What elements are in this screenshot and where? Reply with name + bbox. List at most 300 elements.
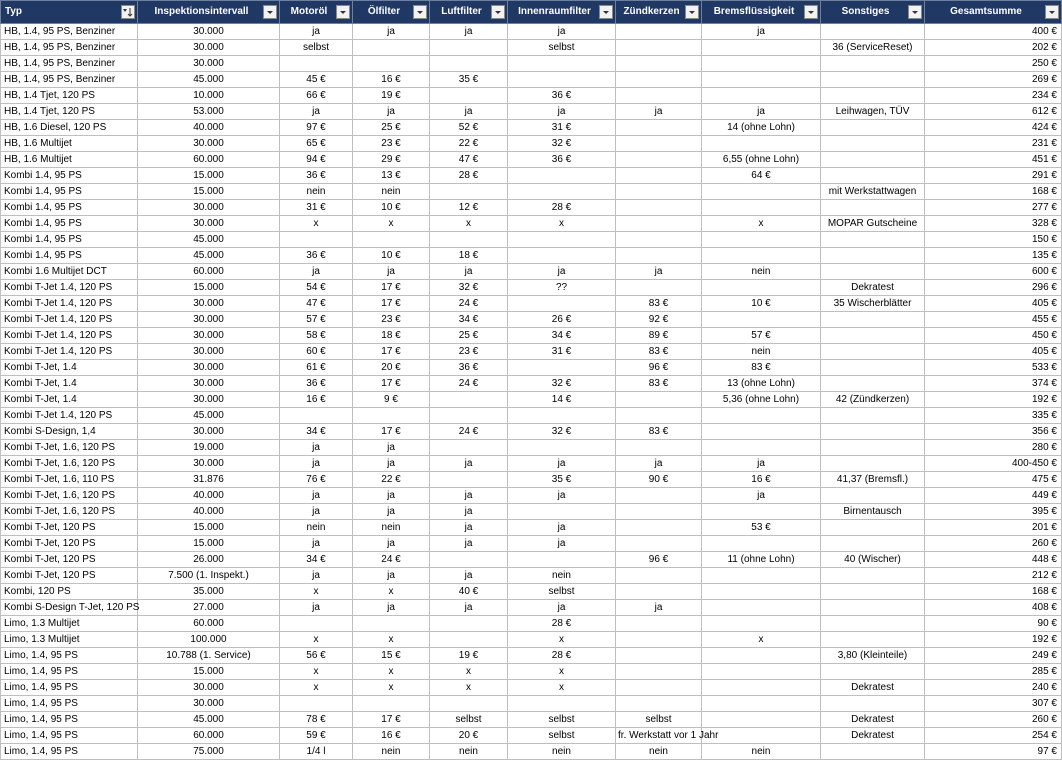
table-cell[interactable] xyxy=(821,696,925,712)
table-cell[interactable]: 28 € xyxy=(508,648,616,664)
table-cell[interactable]: 31 € xyxy=(508,344,616,360)
table-cell[interactable]: 28 € xyxy=(430,168,508,184)
table-cell[interactable]: 32 € xyxy=(430,280,508,296)
table-cell[interactable]: 600 € xyxy=(925,264,1062,280)
table-cell[interactable]: 94 € xyxy=(280,152,353,168)
table-cell[interactable] xyxy=(616,136,702,152)
table-cell[interactable]: 45 € xyxy=(280,72,353,88)
table-cell[interactable] xyxy=(702,40,821,56)
table-cell[interactable]: x xyxy=(508,664,616,680)
table-cell[interactable]: Limo, 1.4, 95 PS xyxy=(1,728,138,744)
table-cell[interactable]: HB, 1.6 Multijet xyxy=(1,152,138,168)
table-cell[interactable] xyxy=(508,168,616,184)
table-cell[interactable]: ja xyxy=(280,24,353,40)
table-cell[interactable]: 400 € xyxy=(925,24,1062,40)
table-cell[interactable]: 96 € xyxy=(616,360,702,376)
table-cell[interactable] xyxy=(616,152,702,168)
table-cell[interactable] xyxy=(702,568,821,584)
table-cell[interactable] xyxy=(616,88,702,104)
table-cell[interactable]: x xyxy=(280,680,353,696)
table-cell[interactable]: Kombi T-Jet, 1.6, 120 PS xyxy=(1,488,138,504)
table-cell[interactable]: ja xyxy=(280,504,353,520)
table-cell[interactable] xyxy=(821,408,925,424)
table-cell[interactable]: Dekratest xyxy=(821,712,925,728)
table-cell[interactable]: ja xyxy=(616,264,702,280)
table-cell[interactable]: 25 € xyxy=(353,120,430,136)
table-cell[interactable]: 22 € xyxy=(353,472,430,488)
table-cell[interactable] xyxy=(821,88,925,104)
table-cell[interactable]: 240 € xyxy=(925,680,1062,696)
column-header[interactable] xyxy=(430,1,508,24)
table-cell[interactable] xyxy=(616,536,702,552)
table-cell[interactable] xyxy=(616,408,702,424)
table-cell[interactable]: 15.000 xyxy=(138,664,280,680)
table-cell[interactable]: ja xyxy=(430,504,508,520)
table-cell[interactable]: x xyxy=(353,216,430,232)
table-cell[interactable] xyxy=(616,488,702,504)
table-cell[interactable]: Kombi T-Jet, 1.4 xyxy=(1,376,138,392)
table-cell[interactable]: ja xyxy=(353,568,430,584)
table-cell[interactable]: 150 € xyxy=(925,232,1062,248)
table-cell[interactable]: ja xyxy=(353,536,430,552)
table-cell[interactable]: ja xyxy=(353,488,430,504)
table-cell[interactable]: Kombi T-Jet, 1.4 xyxy=(1,360,138,376)
table-cell[interactable]: x xyxy=(353,584,430,600)
table-cell[interactable] xyxy=(702,88,821,104)
table-cell[interactable]: Leihwagen, TÜV xyxy=(821,104,925,120)
table-cell[interactable] xyxy=(430,440,508,456)
table-cell[interactable]: 16 € xyxy=(353,728,430,744)
table-cell[interactable]: nein xyxy=(508,744,616,760)
table-cell[interactable]: 36 € xyxy=(280,168,353,184)
table-cell[interactable] xyxy=(702,248,821,264)
table-cell[interactable]: 24 € xyxy=(430,424,508,440)
table-cell[interactable]: 26 € xyxy=(508,312,616,328)
table-cell[interactable]: Dekratest xyxy=(821,728,925,744)
table-cell[interactable] xyxy=(353,40,430,56)
table-cell[interactable]: 36 (ServiceReset) xyxy=(821,40,925,56)
table-cell[interactable]: Kombi 1.4, 95 PS xyxy=(1,184,138,200)
table-cell[interactable]: Limo, 1.4, 95 PS xyxy=(1,648,138,664)
table-cell[interactable]: 201 € xyxy=(925,520,1062,536)
table-cell[interactable] xyxy=(821,568,925,584)
table-cell[interactable]: 34 € xyxy=(280,552,353,568)
table-cell[interactable] xyxy=(616,56,702,72)
table-cell[interactable] xyxy=(702,648,821,664)
table-cell[interactable]: Kombi T-Jet, 1.4 xyxy=(1,392,138,408)
table-cell[interactable]: ja xyxy=(508,488,616,504)
table-cell[interactable]: HB, 1.4, 95 PS, Benziner xyxy=(1,40,138,56)
table-cell[interactable] xyxy=(702,72,821,88)
table-cell[interactable]: Kombi, 120 PS xyxy=(1,584,138,600)
table-cell[interactable]: Kombi S-Design T-Jet, 120 PS xyxy=(1,600,138,616)
table-cell[interactable]: 395 € xyxy=(925,504,1062,520)
table-cell[interactable]: Limo, 1.4, 95 PS xyxy=(1,744,138,760)
table-cell[interactable]: 296 € xyxy=(925,280,1062,296)
table-cell[interactable]: 23 € xyxy=(353,312,430,328)
table-cell[interactable]: 32 € xyxy=(508,424,616,440)
table-cell[interactable]: HB, 1.6 Multijet xyxy=(1,136,138,152)
table-cell[interactable]: nein xyxy=(430,744,508,760)
table-cell[interactable]: 27.000 xyxy=(138,600,280,616)
table-cell[interactable]: ja xyxy=(430,568,508,584)
table-cell[interactable]: 57 € xyxy=(280,312,353,328)
table-cell[interactable]: 212 € xyxy=(925,568,1062,584)
table-cell[interactable]: 58 € xyxy=(280,328,353,344)
table-cell[interactable]: 408 € xyxy=(925,600,1062,616)
table-cell[interactable]: x xyxy=(430,680,508,696)
table-cell[interactable] xyxy=(353,56,430,72)
table-cell[interactable]: 254 € xyxy=(925,728,1062,744)
table-cell[interactable] xyxy=(508,440,616,456)
table-cell[interactable]: 26.000 xyxy=(138,552,280,568)
table-cell[interactable] xyxy=(616,40,702,56)
table-cell[interactable]: ja xyxy=(702,24,821,40)
table-cell[interactable]: 30.000 xyxy=(138,328,280,344)
table-cell[interactable]: 400-450 € xyxy=(925,456,1062,472)
table-cell[interactable]: 59 € xyxy=(280,728,353,744)
table-cell[interactable]: 192 € xyxy=(925,392,1062,408)
table-cell[interactable] xyxy=(821,56,925,72)
table-cell[interactable]: 41,37 (Bremsfl.) xyxy=(821,472,925,488)
table-cell[interactable]: 90 € xyxy=(925,616,1062,632)
table-cell[interactable]: 30.000 xyxy=(138,360,280,376)
table-cell[interactable] xyxy=(702,424,821,440)
table-cell[interactable]: 42 (Zündkerzen) xyxy=(821,392,925,408)
table-cell[interactable]: ja xyxy=(430,104,508,120)
table-cell[interactable]: 12 € xyxy=(430,200,508,216)
table-cell[interactable] xyxy=(430,56,508,72)
table-cell[interactable] xyxy=(702,696,821,712)
table-cell[interactable] xyxy=(430,184,508,200)
table-cell[interactable] xyxy=(508,72,616,88)
table-cell[interactable]: Kombi T-Jet 1.4, 120 PS xyxy=(1,328,138,344)
table-cell[interactable] xyxy=(616,184,702,200)
table-cell[interactable] xyxy=(616,440,702,456)
table-cell[interactable]: HB, 1.4, 95 PS, Benziner xyxy=(1,24,138,40)
table-cell[interactable]: Kombi S-Design, 1,4 xyxy=(1,424,138,440)
table-cell[interactable]: 53.000 xyxy=(138,104,280,120)
table-cell[interactable]: 64 € xyxy=(702,168,821,184)
table-cell[interactable]: 260 € xyxy=(925,536,1062,552)
table-cell[interactable]: 29 € xyxy=(353,152,430,168)
column-header[interactable] xyxy=(508,1,616,24)
table-cell[interactable] xyxy=(702,136,821,152)
table-cell[interactable]: Kombi T-Jet 1.4, 120 PS xyxy=(1,408,138,424)
table-cell[interactable]: 168 € xyxy=(925,584,1062,600)
table-cell[interactable]: 92 € xyxy=(616,312,702,328)
table-cell[interactable] xyxy=(280,696,353,712)
table-cell[interactable]: Kombi T-Jet, 120 PS xyxy=(1,568,138,584)
table-cell[interactable]: 96 € xyxy=(616,552,702,568)
table-cell[interactable] xyxy=(821,600,925,616)
table-cell[interactable]: 47 € xyxy=(430,152,508,168)
table-cell[interactable]: 45.000 xyxy=(138,712,280,728)
table-cell[interactable]: x xyxy=(508,632,616,648)
table-cell[interactable]: 260 € xyxy=(925,712,1062,728)
table-cell[interactable]: Kombi T-Jet 1.4, 120 PS xyxy=(1,296,138,312)
table-cell[interactable]: Limo, 1.4, 95 PS xyxy=(1,664,138,680)
table-cell[interactable] xyxy=(821,168,925,184)
table-cell[interactable]: x xyxy=(430,216,508,232)
table-cell[interactable]: 32 € xyxy=(508,376,616,392)
table-cell[interactable]: ja xyxy=(280,536,353,552)
table-cell[interactable] xyxy=(616,648,702,664)
table-cell[interactable]: 424 € xyxy=(925,120,1062,136)
table-cell[interactable] xyxy=(821,632,925,648)
table-cell[interactable]: ja xyxy=(508,104,616,120)
table-cell[interactable]: 45.000 xyxy=(138,248,280,264)
table-cell[interactable] xyxy=(616,520,702,536)
table-cell[interactable]: ja xyxy=(353,24,430,40)
table-cell[interactable]: 57 € xyxy=(702,328,821,344)
table-cell[interactable]: 14 (ohne Lohn) xyxy=(702,120,821,136)
table-cell[interactable]: ja xyxy=(508,264,616,280)
table-cell[interactable]: ja xyxy=(280,568,353,584)
table-cell[interactable] xyxy=(616,24,702,40)
table-cell[interactable]: 52 € xyxy=(430,120,508,136)
table-cell[interactable]: 18 € xyxy=(430,248,508,264)
table-cell[interactable]: 16 € xyxy=(280,392,353,408)
table-cell[interactable] xyxy=(616,120,702,136)
table-cell[interactable] xyxy=(821,344,925,360)
table-cell[interactable] xyxy=(821,248,925,264)
table-cell[interactable]: 30.000 xyxy=(138,56,280,72)
table-cell[interactable]: HB, 1.4, 95 PS, Benziner xyxy=(1,72,138,88)
table-cell[interactable]: 76 € xyxy=(280,472,353,488)
table-cell[interactable] xyxy=(353,408,430,424)
column-header[interactable] xyxy=(1,1,138,24)
table-cell[interactable] xyxy=(702,728,821,744)
table-cell[interactable]: Kombi T-Jet, 1.6, 110 PS xyxy=(1,472,138,488)
table-cell[interactable]: 30.000 xyxy=(138,456,280,472)
table-cell[interactable] xyxy=(702,504,821,520)
table-cell[interactable] xyxy=(430,392,508,408)
table-cell[interactable]: 60.000 xyxy=(138,152,280,168)
table-cell[interactable] xyxy=(430,552,508,568)
table-cell[interactable] xyxy=(430,632,508,648)
table-cell[interactable]: ja xyxy=(508,536,616,552)
table-cell[interactable]: selbst xyxy=(508,712,616,728)
table-cell[interactable] xyxy=(430,616,508,632)
table-cell[interactable] xyxy=(821,456,925,472)
table-cell[interactable]: 36 € xyxy=(508,88,616,104)
table-cell[interactable] xyxy=(430,472,508,488)
table-cell[interactable]: 17 € xyxy=(353,712,430,728)
table-cell[interactable]: 13 (ohne Lohn) xyxy=(702,376,821,392)
table-cell[interactable]: 97 € xyxy=(280,120,353,136)
table-cell[interactable]: 83 € xyxy=(616,344,702,360)
table-cell[interactable]: ja xyxy=(702,456,821,472)
column-header[interactable] xyxy=(138,1,280,24)
table-cell[interactable]: ja xyxy=(280,456,353,472)
table-cell[interactable]: 30.000 xyxy=(138,312,280,328)
table-cell[interactable]: 23 € xyxy=(430,344,508,360)
table-cell[interactable]: Limo, 1.3 Multijet xyxy=(1,616,138,632)
table-cell[interactable] xyxy=(702,664,821,680)
table-cell[interactable]: 97 € xyxy=(925,744,1062,760)
table-cell[interactable]: 34 € xyxy=(280,424,353,440)
table-cell[interactable]: 448 € xyxy=(925,552,1062,568)
table-cell[interactable] xyxy=(616,72,702,88)
table-cell[interactable]: 24 € xyxy=(430,376,508,392)
table-cell[interactable]: 249 € xyxy=(925,648,1062,664)
table-cell[interactable]: 475 € xyxy=(925,472,1062,488)
table-cell[interactable]: fr. Werkstatt vor 1 Jahr xyxy=(616,728,702,744)
table-cell[interactable]: 13 € xyxy=(353,168,430,184)
table-cell[interactable]: 35.000 xyxy=(138,584,280,600)
table-cell[interactable]: selbst xyxy=(508,728,616,744)
table-cell[interactable]: 20 € xyxy=(430,728,508,744)
table-cell[interactable]: 307 € xyxy=(925,696,1062,712)
table-cell[interactable] xyxy=(821,264,925,280)
table-cell[interactable]: 328 € xyxy=(925,216,1062,232)
table-cell[interactable] xyxy=(702,680,821,696)
table-cell[interactable]: 45.000 xyxy=(138,232,280,248)
table-cell[interactable]: 335 € xyxy=(925,408,1062,424)
column-header[interactable] xyxy=(821,1,925,24)
table-cell[interactable]: 291 € xyxy=(925,168,1062,184)
table-cell[interactable] xyxy=(821,360,925,376)
table-cell[interactable]: ja xyxy=(430,520,508,536)
table-cell[interactable] xyxy=(821,488,925,504)
table-cell[interactable] xyxy=(508,56,616,72)
table-cell[interactable]: 40 (Wischer) xyxy=(821,552,925,568)
table-cell[interactable]: 30.000 xyxy=(138,696,280,712)
filter-dropdown-icon[interactable] xyxy=(685,5,699,19)
table-cell[interactable]: Kombi T-Jet, 1.6, 120 PS xyxy=(1,456,138,472)
table-cell[interactable]: 31 € xyxy=(280,200,353,216)
table-cell[interactable]: 30.000 xyxy=(138,136,280,152)
filter-dropdown-icon[interactable] xyxy=(1045,5,1059,19)
table-cell[interactable]: x xyxy=(280,632,353,648)
table-cell[interactable]: selbst xyxy=(508,584,616,600)
table-cell[interactable]: 30.000 xyxy=(138,392,280,408)
table-cell[interactable]: Kombi 1.6 Multijet DCT xyxy=(1,264,138,280)
filter-dropdown-icon[interactable] xyxy=(491,5,505,19)
table-cell[interactable]: 24 € xyxy=(430,296,508,312)
table-cell[interactable] xyxy=(702,616,821,632)
table-cell[interactable]: 19 € xyxy=(353,88,430,104)
table-cell[interactable]: 374 € xyxy=(925,376,1062,392)
table-cell[interactable]: 20 € xyxy=(353,360,430,376)
table-cell[interactable]: ja xyxy=(280,264,353,280)
table-cell[interactable]: 6,55 (ohne Lohn) xyxy=(702,152,821,168)
table-cell[interactable] xyxy=(702,56,821,72)
table-cell[interactable]: Kombi T-Jet 1.4, 120 PS xyxy=(1,280,138,296)
table-cell[interactable] xyxy=(702,184,821,200)
table-cell[interactable]: ja xyxy=(430,536,508,552)
table-cell[interactable]: nein xyxy=(702,744,821,760)
table-cell[interactable] xyxy=(821,664,925,680)
table-cell[interactable]: 56 € xyxy=(280,648,353,664)
table-cell[interactable] xyxy=(430,696,508,712)
table-cell[interactable]: ja xyxy=(430,264,508,280)
table-cell[interactable]: Limo, 1.3 Multijet xyxy=(1,632,138,648)
table-cell[interactable] xyxy=(702,312,821,328)
table-cell[interactable]: 28 € xyxy=(508,200,616,216)
table-cell[interactable] xyxy=(821,24,925,40)
table-cell[interactable] xyxy=(616,248,702,264)
table-cell[interactable]: 612 € xyxy=(925,104,1062,120)
table-cell[interactable] xyxy=(280,408,353,424)
table-cell[interactable] xyxy=(616,616,702,632)
table-cell[interactable]: ja xyxy=(430,24,508,40)
table-cell[interactable]: x xyxy=(702,632,821,648)
table-cell[interactable] xyxy=(616,680,702,696)
table-cell[interactable]: ja xyxy=(280,104,353,120)
table-cell[interactable]: 30.000 xyxy=(138,24,280,40)
table-cell[interactable]: 5,36 (ohne Lohn) xyxy=(702,392,821,408)
table-cell[interactable] xyxy=(821,744,925,760)
filter-dropdown-icon[interactable] xyxy=(336,5,350,19)
table-cell[interactable]: 60.000 xyxy=(138,264,280,280)
table-cell[interactable]: 234 € xyxy=(925,88,1062,104)
filter-dropdown-icon[interactable] xyxy=(263,5,277,19)
table-cell[interactable]: 30.000 xyxy=(138,680,280,696)
table-cell[interactable] xyxy=(702,600,821,616)
table-cell[interactable]: 61 € xyxy=(280,360,353,376)
table-cell[interactable]: 405 € xyxy=(925,296,1062,312)
table-cell[interactable]: 30.000 xyxy=(138,344,280,360)
table-cell[interactable] xyxy=(353,616,430,632)
sort-filter-icon[interactable] xyxy=(121,5,135,19)
table-cell[interactable]: 36 € xyxy=(508,152,616,168)
table-cell[interactable]: ja xyxy=(430,456,508,472)
table-cell[interactable]: 54 € xyxy=(280,280,353,296)
table-cell[interactable] xyxy=(821,376,925,392)
table-cell[interactable] xyxy=(616,504,702,520)
table-cell[interactable]: 202 € xyxy=(925,40,1062,56)
table-cell[interactable] xyxy=(508,552,616,568)
table-cell[interactable]: nein xyxy=(508,568,616,584)
filter-dropdown-icon[interactable] xyxy=(804,5,818,19)
table-cell[interactable]: HB, 1.4 Tjet, 120 PS xyxy=(1,88,138,104)
table-cell[interactable]: 34 € xyxy=(430,312,508,328)
table-cell[interactable]: ja xyxy=(430,488,508,504)
table-cell[interactable] xyxy=(430,232,508,248)
table-cell[interactable]: ja xyxy=(353,104,430,120)
table-cell[interactable]: ja xyxy=(353,456,430,472)
table-cell[interactable]: Kombi T-Jet, 1.6, 120 PS xyxy=(1,440,138,456)
table-cell[interactable] xyxy=(702,712,821,728)
table-cell[interactable]: 30.000 xyxy=(138,376,280,392)
table-cell[interactable]: 17 € xyxy=(353,424,430,440)
table-cell[interactable]: 35 Wischerblätter xyxy=(821,296,925,312)
table-cell[interactable]: 10 € xyxy=(702,296,821,312)
table-cell[interactable]: 40.000 xyxy=(138,120,280,136)
table-cell[interactable] xyxy=(821,120,925,136)
table-cell[interactable]: 100.000 xyxy=(138,632,280,648)
table-cell[interactable]: 60 € xyxy=(280,344,353,360)
table-cell[interactable]: 10 € xyxy=(353,248,430,264)
table-cell[interactable]: x xyxy=(353,680,430,696)
table-cell[interactable]: 22 € xyxy=(430,136,508,152)
table-cell[interactable]: HB, 1.4, 95 PS, Benziner xyxy=(1,56,138,72)
table-cell[interactable] xyxy=(702,200,821,216)
table-cell[interactable]: Kombi 1.4, 95 PS xyxy=(1,216,138,232)
table-cell[interactable]: Kombi T-Jet, 120 PS xyxy=(1,536,138,552)
table-cell[interactable] xyxy=(280,616,353,632)
table-cell[interactable] xyxy=(616,232,702,248)
table-cell[interactable]: 10.000 xyxy=(138,88,280,104)
table-cell[interactable]: 30.000 xyxy=(138,200,280,216)
table-cell[interactable]: 14 € xyxy=(508,392,616,408)
table-cell[interactable]: selbst xyxy=(616,712,702,728)
table-cell[interactable] xyxy=(821,232,925,248)
table-cell[interactable]: 75.000 xyxy=(138,744,280,760)
table-cell[interactable]: ja xyxy=(508,520,616,536)
